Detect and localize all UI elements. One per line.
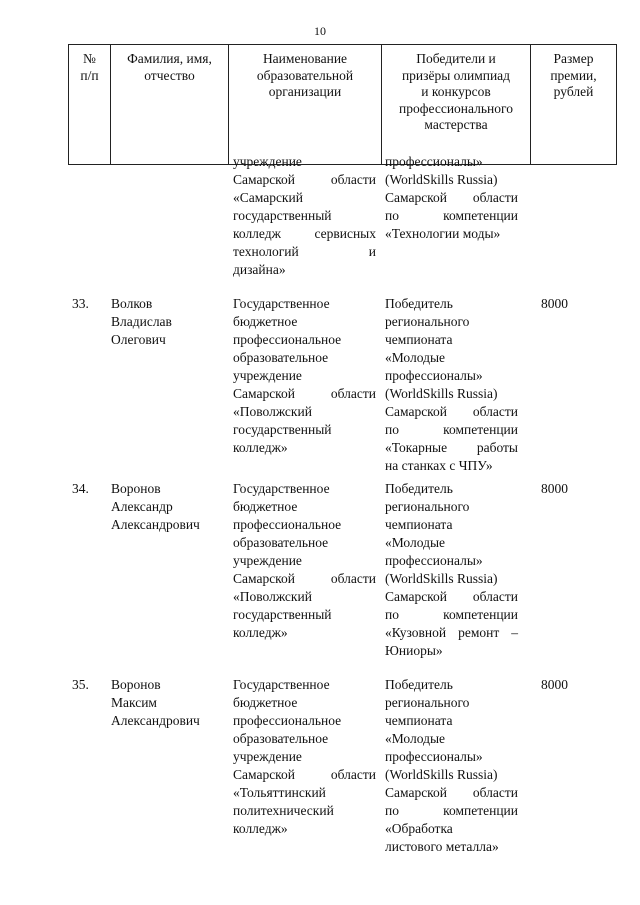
header-winners: Победители и призёры олимпиад и конкурсов профессионального мастерства [382, 45, 531, 165]
row-org: Государственное бюджетное профессиональное образовательное учреждение Самарской области «Тольяттинский политехнический колледж» [233, 677, 376, 836]
row-prize: 8000 [541, 677, 568, 692]
column-divider [68, 44, 69, 154]
row-number: 33. [72, 296, 89, 311]
column-divider [381, 44, 382, 154]
row-org: Государственное бюджетное профессиональное образовательное учреждение Самарской области «Поволжский государственный колледж» [233, 481, 376, 640]
row-name: Воронов Максим Александрович [111, 677, 200, 728]
page-number: 10 [314, 24, 326, 38]
column-divider [530, 44, 531, 154]
row-number: 34. [72, 481, 89, 496]
row-winners: Победитель регионального чемпионата «Молодые профессионалы» (WorldSkills Russia) Самарской области по компетенции «Обработка листового металла» [385, 677, 518, 854]
column-divider [228, 44, 229, 154]
row-prize: 8000 [541, 481, 568, 496]
continuation-org: учреждение Самарской области «Самарский государственный колледж сервисных технологий и дизайна» [233, 154, 376, 277]
row-name: Воронов Александр Александрович [111, 481, 200, 532]
table-header [68, 44, 617, 165]
row-name: Волков Владислав Олегович [111, 296, 172, 347]
header-prize: Размер премии, рублей [531, 45, 617, 165]
continuation-winners: профессионалы» (WorldSkills Russia) Самарской области по компетенции «Технологии моды» [385, 154, 518, 241]
row-winners: Победитель регионального чемпионата «Молодые профессионалы» (WorldSkills Russia) Самарской области по компетенции «Токарные работы на станках с ЧПУ» [385, 296, 518, 473]
row-prize: 8000 [541, 296, 568, 311]
row-number: 35. [72, 677, 89, 692]
column-divider [616, 44, 617, 154]
row-org: Государственное бюджетное профессиональное образовательное учреждение Самарской области «Поволжский государственный колледж» [233, 296, 376, 455]
header-num: № п/п [69, 45, 111, 165]
header-name: Фамилия, имя, отчество [111, 45, 229, 165]
row-winners: Победитель регионального чемпионата «Молодые профессионалы» (WorldSkills Russia) Самарской области по компетенции «Кузовной ремонт – Юниоры» [385, 481, 518, 658]
header-org: Наименование образовательной организации [229, 45, 382, 165]
column-divider [110, 44, 111, 154]
